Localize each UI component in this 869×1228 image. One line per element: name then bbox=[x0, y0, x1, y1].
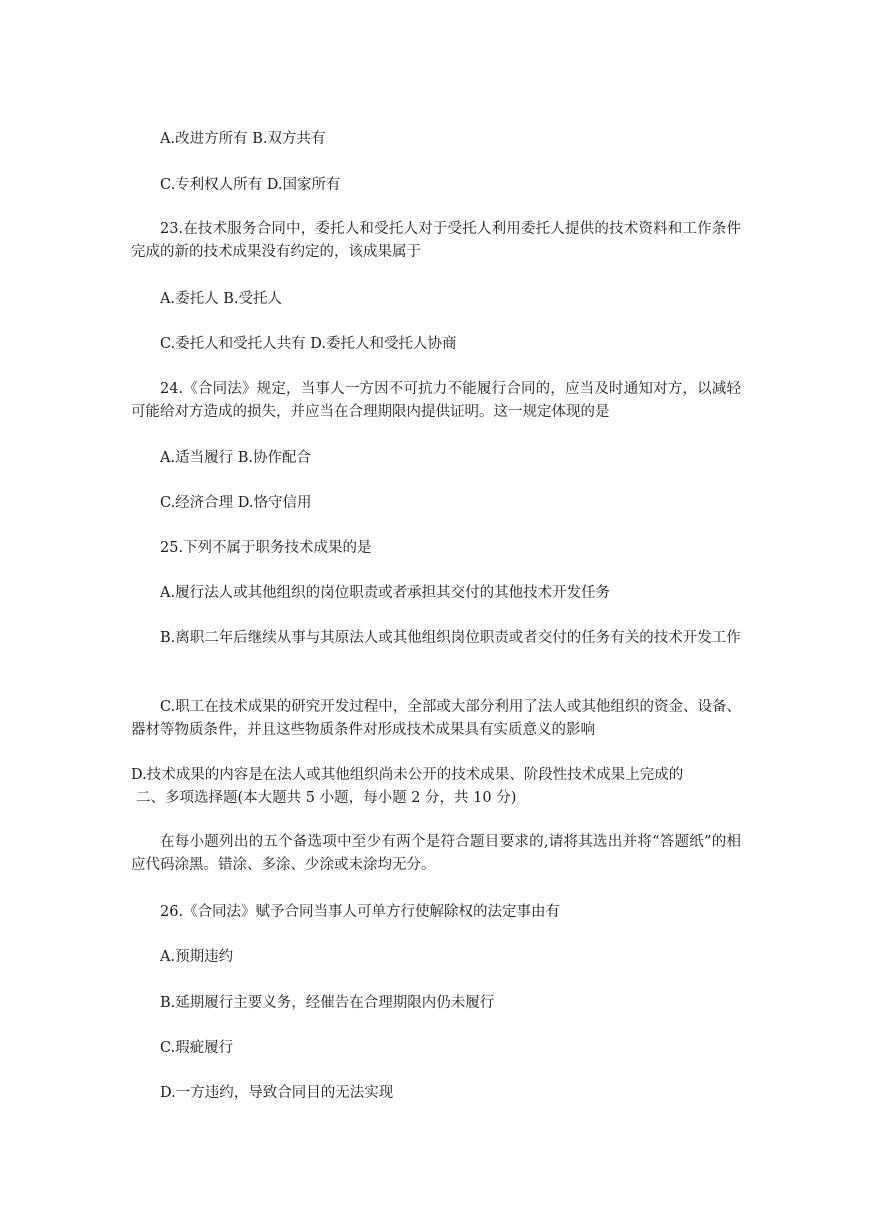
q24-options-line2: C.经济合理 D.恪守信用 bbox=[160, 495, 312, 511]
q26-stem: 26.《合同法》赋予合同当事人可单方行使解除权的法定事由有 bbox=[160, 904, 561, 920]
q25-option-c: C.职工在技术成果的研究开发过程中，全部或大部分利用了法人或其他组织的资金、设备、器材等物质条件，并且这些物质条件对形成技术成果具有实质意义的影响 bbox=[131, 699, 741, 738]
q25-option-a: A.履行法人或其他组织的岗位职责或者承担其交付的其他技术开发任务 bbox=[160, 585, 611, 601]
q22-options-line1: A.改进方所有 B.双方共有 bbox=[160, 131, 326, 147]
section2-heading: 二、多项选择题(本大题共 5 小题，每小题 2 分，共 10 分) bbox=[136, 790, 517, 806]
q25-option-d: D.技术成果的内容是在法人或其他组织尚未公开的技术成果、阶段性技术成果上完成的 bbox=[131, 767, 684, 783]
q25-stem: 25.下列不属于职务技术成果的是 bbox=[160, 540, 372, 556]
q23-stem: 23.在技术服务合同中，委托人和受托人对于受托人利用委托人提供的技术资料和工作条件完成的新的技术成果没有约定的，该成果属于 bbox=[131, 221, 741, 260]
q26-option-b: B.延期履行主要义务，经催告在合理期限内仍未履行 bbox=[160, 995, 495, 1011]
q26-option-c: C.瑕疵履行 bbox=[160, 1040, 234, 1056]
q25-option-b: B.离职二年后继续从事与其原法人或其他组织岗位职责或者交付的任务有关的技术开发工作 bbox=[160, 630, 741, 646]
q26-option-d: D.一方违约，导致合同目的无法实现 bbox=[160, 1085, 394, 1101]
section2-instructions: 在每小题列出的五个备选项中至少有两个是符合题目要求的,请将其选出并将“答题纸”的相应代码涂黑。错涂、多涂、少涂或未涂均无分。 bbox=[131, 834, 741, 873]
q26-option-a: A.预期违约 bbox=[160, 949, 234, 965]
q24-options-line1: A.适当履行 B.协作配合 bbox=[160, 450, 311, 466]
q23-options-line2: C.委托人和受托人共有 D.委托人和受托人协商 bbox=[160, 336, 457, 352]
q22-options-line2: C.专利权人所有 D.国家所有 bbox=[160, 177, 341, 193]
q24-stem: 24.《合同法》规定，当事人一方因不可抗力不能履行合同的，应当及时通知对方，以减轻可能给对方造成的损失，并应当在合理期限内提供证明。这一规定体现的是 bbox=[131, 381, 741, 420]
q23-options-line1: A.委托人 B.受托人 bbox=[160, 291, 282, 307]
